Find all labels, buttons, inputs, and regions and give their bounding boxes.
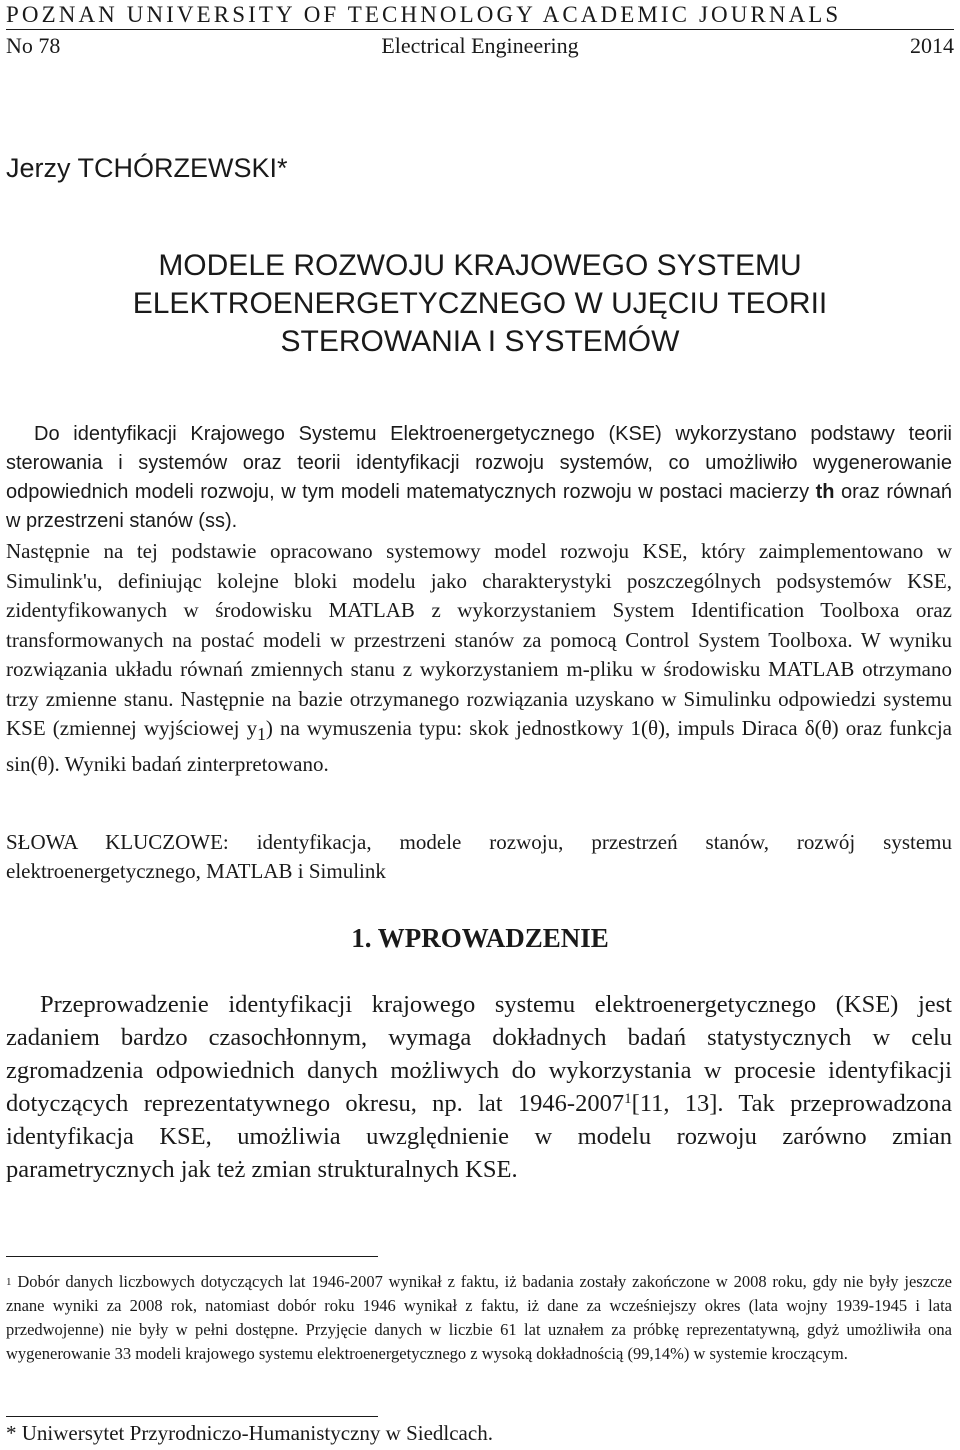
author-affiliation: * Uniwersytet Przyrodniczo-Humanistyczny w Siedlcach. <box>6 1421 493 1445</box>
keywords-text: SŁOWA KLUCZOWE: identyfikacja, modele rozwoju, przestrzeń stanów, rozwój systemu elektroenergetycznego, MATLAB i Simulink <box>6 830 952 883</box>
journal-meta <box>6 32 954 60</box>
abstract-th: th <box>815 481 835 503</box>
journal-field: Electrical Engineering <box>381 33 579 58</box>
abstract-text: Do identyfikacji Krajowego Systemu Elektroenergetycznego (KSE) wykorzystano podstawy teorii sterowania i systemów oraz teorii identyfikacji rozwoju systemów, co umożliwiło wygenerowanie odpowiednich modeli rozwoju, w tym modeli matematycznych rozwoju w postaci macierzy <box>6 423 952 503</box>
header-rule <box>6 29 954 30</box>
journal-name: POZNAN UNIVERSITY OF TECHNOLOGY ACADEMIC JOURNALS <box>6 2 842 27</box>
author-name: Jerzy TCHÓRZEWSKI* <box>6 153 288 183</box>
footnote-rule <box>6 1256 378 1257</box>
abstract-text: ) na wymuszenia typu: skok jednostkowy 1(θ), impuls Diraca δ(θ) oraz funkcja sin(θ). Wyniki badań zinterpretowano. <box>6 716 952 776</box>
abstract-paragraph-1 <box>6 420 952 536</box>
footnote-text: Dobór danych liczbowych dotyczących lat 1946-2007 wynikał z faktu, iż badania zostały zakończone w 2008 roku, gdy nie były jeszcze znane wyniki za 2008 rok, natomiast dobór roku 1946 wynikał z faktu, iż dane za wcześniejszy okres (lata wojny 1939-1945 i lata przedwojenne) nie były w pełni dostępne. Przyjęcie danych w liczbie 61 lat uznałem za próbkę reprezentatywną, gdyż umożliwiła ona wygenerowanie 33 modeli krajowego systemu elektroenergetycznego z wysoką dokładnością (99,14%) w systemie kroczącym. <box>6 1272 952 1363</box>
abstract-text: oraz równań w przestrzeni stanów (ss). <box>6 481 952 532</box>
section-heading: 1. WPROWADZENIE <box>351 923 609 953</box>
journal-year: 2014 <box>910 33 954 58</box>
abstract-text: Następnie na tej podstawie opracowano systemowy model rozwoju KSE, który zaimplementowano w Simulink'u, definiując kolejne bloki modelu jako charakterystyki poszczególnych podsystemów KSE, zidentyfikowanych w środowisku MATLAB z wykorzystaniem System Identification Toolboxa oraz transformowanych na postać modeli w przestrzeni stanów za pomocą Control System Toolboxa. W wyniku rozwiązania układu równań zmiennych stanu z wykorzystaniem m-pliku w środowisku MATLAB otrzymano trzy zmienne stanu. Następnie na bazie otrzymanego rozwiązania uzyskano w Simulinku odpowiedzi systemu KSE (zmiennej wyjściowej y <box>6 539 952 740</box>
footnote-ref[interactable]: 1 <box>624 1091 632 1107</box>
title-line: STEROWANIA I SYSTEMÓW <box>280 325 680 358</box>
subscript: 1 <box>257 724 266 745</box>
footnote <box>6 1270 952 1366</box>
intro-paragraph <box>6 988 952 1186</box>
abstract-paragraph-2 <box>6 537 952 779</box>
issue-number: No 78 <box>6 33 61 58</box>
title-line: MODELE ROZWOJU KRAJOWEGO SYSTEMU <box>158 249 802 282</box>
intro-text: Przeprowadzenie identyfikacji krajowego systemu elektroenergetycznego (KSE) jest zadaniem bardzo czasochłonnym, wymaga dokładnych badań statystycznych w celu zgromadzenia odpowiednich danych możliwych do wykorzystania w procesie identyfikacji dotyczących reprezentatywnego okresu, np. lat 1946-2007 <box>6 991 952 1117</box>
keywords <box>6 828 952 886</box>
paper-title <box>0 247 960 361</box>
intro-text: [11, 13]. Tak przeprowadzona identyfikacja KSE, umożliwia uwzględnienie w modelu rozwoju zarówno zmian parametrycznych jak też zmian strukturalnych KSE. <box>6 1090 952 1183</box>
title-line: ELEKTROENERGETYCZNEGO W UJĘCIU TEORII <box>132 287 828 320</box>
footnote-mark: 1 <box>6 1276 12 1288</box>
affiliation-rule <box>6 1416 378 1417</box>
